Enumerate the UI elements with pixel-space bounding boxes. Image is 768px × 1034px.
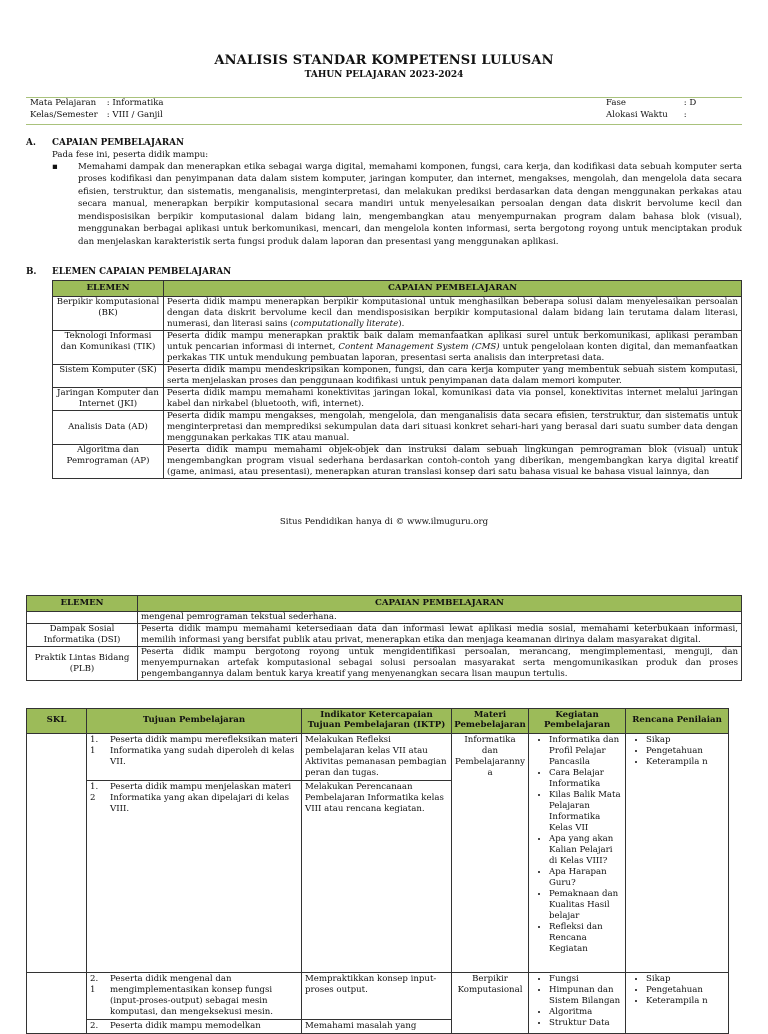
table-row: [53, 445, 742, 479]
col-tujuan: Tujuan Pembelajaran: [87, 709, 302, 734]
iktp-cell: Mempraktikkan konsep input-proses output.: [302, 973, 452, 1020]
elemen-cell: Praktik Lintas Bidang (PLB): [27, 647, 138, 681]
fase-value: : D: [683, 98, 697, 108]
mapel-label: Mata Pelajaran: [30, 98, 97, 108]
meta-row-mapel: [30, 98, 164, 109]
capaian-cell: Peserta didik mampu mengakses, mengolah, mengelola, dan menganalisis data secara efisien, terstruktur, dan sistematis untuk menginterpretasi dan memprediksi sekumpulan data dari situasi konkret sehari-hari yang berasal dari suatu sumber data dengan menggunakan perkakas TIK atau manual.: [164, 411, 742, 445]
list-item: • Himpunan dan Sistem Bilangan: [549, 985, 622, 1007]
penilaian-cell: [626, 734, 729, 973]
meta-row-fase: [606, 98, 696, 109]
tujuan-cell: 2. Peserta didik mampu memodelkan: [87, 1020, 302, 1034]
col-kegiatan: Kegiatan Pembelajaran: [529, 709, 626, 734]
section-a-text: Memahami dampak dan menerapkan etika sebagai warga digital, memahami komponen, fungsi, cara kerja, dan kodifikasi data sebuah komputer serta proses kodifikasi dan penyimpanan data dalam sistem komputer, jaringan komputer, dan internet, mengakses, mengolah, dan mengelola data secara efisien, terstruktur, dan sistematis, menganalisis, menginterpretasi, dan melakukan prediksi berdasarkan data dengan menggunakan perkakas atau secara manual, menerapkan berpikir komputasional secara mandiri untuk menyelesaikan persoalan dengan data diskrit bervolume kecil dan mendisposisikan berpikir komputasional dalam bidang lain, mengembangkan atau menyempurnakan program dalam bahasa blok (visual), menggunakan berbagai aplikasi untuk berkomunikasi, mencari, dan mengelola konten informasi, serta bergotong royong untuk menciptakan produk dan menjelaskan karakteristik serta fungsi produk dalam laporan dan presentasi yang menggunakan aplikasi.: [78, 162, 742, 247]
kegiatan-cell: [529, 973, 626, 1034]
capaian-cell: Peserta didik mampu mendeskripsikan komponen, fungsi, dan cara kerja komputer yang membentuk sebuah sistem komputasi, serta menjelaskan proses dan penggunaan kodifikasi untuk penyimpanan data dalam memori komputer.: [164, 365, 742, 388]
capaian-cell: Peserta didik mampu memahami ketersediaan data dan informasi lewat aplikasi media sosial, memahami keterbukaan informasi, memilih informasi yang bersifat publik atau privat, menerapkan etika dan menjaga keamanan dirinya dalam masyarakat digital.: [138, 624, 742, 647]
document-title: ANALISIS STANDAR KOMPETENSI LULUSAN: [214, 53, 554, 68]
kelas-value: : VIII / Ganjil: [106, 110, 163, 120]
list-item: • Pengetahuan: [646, 985, 725, 996]
table-row: [53, 388, 742, 411]
col-materi: Materi Pemebelajaran: [452, 709, 529, 734]
list-item: • Sikap: [646, 735, 725, 746]
capaian-cell: Peserta didik mampu bergotong royong untuk mengidentifikasi persoalan, merancang, mengimplementasi, menguji, dan menyempurnakan artefak komputasional sebagai solusi persoalan masyarakat serta mengomunikasikan produk dan proses pengembangannya dalam bentuk karya kreatif yang menyenangkan secara lisan maupun tertulis.: [138, 647, 742, 681]
page-footer: Situs Pendidikan hanya di © www.ilmuguru.org: [279, 517, 489, 527]
table-row: [27, 734, 729, 781]
table-row: [53, 297, 742, 331]
iktp-cell: Melakukan Refleksi pembelajaran kelas VII atau Aktivitas pemanasan pembagian peran dan tugas.: [302, 734, 452, 781]
col-capaian: CAPAIAN PEMBELAJARAN: [138, 596, 742, 612]
meta-row-alokasi: [606, 110, 687, 121]
col-skl: SKL: [27, 709, 87, 734]
tujuan-cell: 1. 1 Peserta didik mampu merefleksikan materi Informatika yang sudah diperoleh di kelas VII.: [87, 734, 302, 781]
list-item: • Algoritma: [549, 1007, 622, 1018]
iktp-cell: Memahami masalah yang: [302, 1020, 452, 1034]
list-item: • Apa Harapan Guru?: [549, 867, 622, 889]
meta-row-kelas: [30, 110, 163, 121]
tujuan-cell: 1. 2 Peserta didik mampu menjelaskan materi Informatika yang akan dipelajari di kelas VIII.: [87, 781, 302, 973]
elemen-cell: Teknologi Informasi dan Komunikasi (TIK): [53, 331, 164, 365]
table-row: [27, 973, 729, 1020]
col-elemen: ELEMEN: [53, 281, 164, 297]
list-item: • Keterampila n: [646, 757, 725, 768]
list-item: • Informatika dan Profil Pelajar Pancasila: [549, 735, 622, 768]
capaian-cell: Peserta didik mampu menerapkan berpikir komputasional untuk menghasilkan beberapa solusi dalam menyelesaikan persoalan dengan data diskrit bervolume kecil dan mendisposisikan berpikir komputasional dalam bidang lain terutama dalam literasi, numerasi, dan literasi sains (computationally literate).: [164, 297, 742, 331]
col-iktp: Indikator Ketercapaian Tujuan Pembelajaran (IKTP): [302, 709, 452, 734]
table-row: [53, 411, 742, 445]
penilaian-cell: [626, 973, 729, 1034]
list-item: • Cara Belajar Informatika: [549, 768, 622, 790]
elemen-cell: Jaringan Komputer dan Internet (JKI): [53, 388, 164, 411]
elemen-cell: Berpikir komputasional (BK): [53, 297, 164, 331]
elemen-cell: [27, 612, 138, 624]
materi-cell: Informatika dan Pembelajaranny a: [452, 734, 529, 973]
table-row: [27, 647, 742, 681]
header-rule-bottom: [26, 124, 742, 125]
alokasi-value: :: [683, 110, 687, 120]
list-item: • Sikap: [646, 974, 725, 985]
table-row: [53, 365, 742, 388]
elemen-cell: Dampak Sosial Informatika (DSI): [27, 624, 138, 647]
kegiatan-cell: [529, 734, 626, 973]
section-a-bullet-paragraph: [52, 161, 742, 248]
elemen-table-continued: [26, 595, 742, 681]
list-item: • Pemaknaan dan Kualitas Hasil belajar: [549, 889, 622, 922]
section-b-heading: B. ELEMEN CAPAIAN PEMBELAJARAN: [26, 267, 232, 277]
fase-label: Fase: [606, 98, 626, 108]
materi-cell: Berpikir Komputasional: [452, 973, 529, 1034]
alokasi-label: Alokasi Waktu: [606, 110, 668, 120]
tujuan-cell: 2. 1 Peserta didik mengenal dan mengimplementasikan konsep fungsi (input-proses-output) sebagai mesin komputasi, dan mengeksekusi mesin.: [87, 973, 302, 1020]
elemen-cell: Algoritma dan Pemrograman (AP): [53, 445, 164, 479]
list-item: • Pengetahuan: [646, 746, 725, 757]
elemen-cell: Sistem Komputer (SK): [53, 365, 164, 388]
section-a-intro: Pada fese ini, peserta didik mampu:: [52, 150, 209, 160]
kelas-label: Kelas/Semester: [30, 110, 98, 120]
table-row: [27, 612, 742, 624]
iktp-cell: Melakukan Perencanaan Pembelajaran Informatika kelas VIII atau rencana kegiatan.: [302, 781, 452, 973]
list-item: • Refleksi dan Rencana Kegiatan: [549, 922, 622, 955]
capaian-cell: Peserta didik mampu memahami objek-objek dan instruksi dalam sebuah lingkungan pemrograman blok (visual) untuk mengembangkan program visual sederhana berdasarkan contoh-contoh yang diberikan, mengembangkan karya digital kreatif (game, animasi, atau presentasi), menerapkan aturan translasi konsep dari satu bahasa visual ke bahasa visual lainnya, dan: [164, 445, 742, 479]
capaian-cell: Peserta didik mampu menerapkan praktik baik dalam memanfaatkan aplikasi surel untuk berkomunikasi, aplikasi peramban untuk pencarian informasi di internet, Content Management System (CMS) untuk pengelolaan konten digital, dan memanfaatkan perkakas TIK untuk mendukung pembuatan laporan, presentasi serta analisis dan interpretasi data.: [164, 331, 742, 365]
elemen-table-header: [27, 596, 742, 612]
mapel-value: : Informatika: [106, 98, 164, 108]
elemen-table-header: [53, 281, 742, 297]
elemen-cell: Analisis Data (AD): [53, 411, 164, 445]
capaian-cell: Peserta didik mampu memahami konektivitas jaringan lokal, komunikasi data via ponsel, konektivitas internet melalui jaringan kabel dan nirkabel (bluetooth, wifi, internet).: [164, 388, 742, 411]
table-row: [53, 331, 742, 365]
list-item: • Struktur Data: [549, 1018, 622, 1029]
capaian-cell: mengenal pemrograman tekstual sederhana.: [138, 612, 742, 624]
skl-table-header: [27, 709, 729, 734]
square-bullet-icon: ▪: [52, 162, 58, 172]
elemen-table: [52, 280, 742, 479]
skl-table: [26, 708, 729, 1034]
col-penilaian: Rencana Penilaian: [626, 709, 729, 734]
skl-cell: [27, 973, 87, 1034]
col-elemen: ELEMEN: [27, 596, 138, 612]
table-row: [27, 624, 742, 647]
document-subtitle: TAHUN PELAJARAN 2023-2024: [304, 70, 464, 80]
skl-cell: [27, 734, 87, 973]
list-item: • Kilas Balik Mata Pelajaran Informatika Kelas VII: [549, 790, 622, 834]
list-item: • Keterampila n: [646, 996, 725, 1007]
list-item: • Apa yang akan Kalian Pelajari di Kelas VIII?: [549, 834, 622, 867]
list-item: • Fungsi: [549, 974, 622, 985]
col-capaian: CAPAIAN PEMBELAJARAN: [164, 281, 742, 297]
section-a-heading: A. CAPAIAN PEMBELAJARAN: [26, 138, 185, 148]
